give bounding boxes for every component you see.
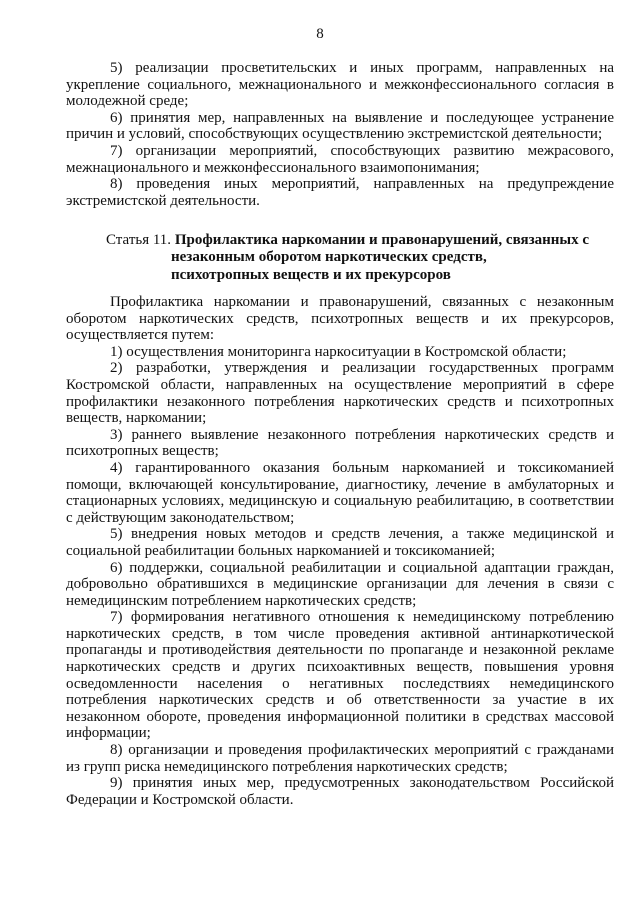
list-item: 6) поддержки, социальной реабилитации и социальной адаптации граждан, добровольно обратившихся в медицинские организации для лечения в связи с немедицинским потреблением наркотических средств; bbox=[66, 559, 614, 609]
list-item: 5) внедрения новых методов и средств лечения, а также медицинской и социальной реабилитации больных наркоманией и токсикоманией; bbox=[66, 526, 614, 559]
article-heading bbox=[66, 232, 614, 284]
article-title-line-3: психотропных веществ и их прекурсоров bbox=[171, 266, 451, 283]
list-item: 1) осуществления мониторинга наркоситуации в Костромской области; bbox=[110, 343, 567, 360]
list-item: 3) раннего выявление незаконного потребления наркотических средств и психотропных веществ; bbox=[66, 426, 614, 460]
list-item: 7) формирования негативного отношения к немедицинскому потреблению наркотических средств, в том числе проведения активной антинаркотической пропаганды и противодействия деятельности по пропаганде и незаконной рекламе наркотических средств и других психоактивных веществ, повышения уровня осведомленности населения о негативных последствиях немедицинского потребления наркотических средств и об ответственности за участие в их незаконном обороте, проведения информационной политики в средствах массовой информации; bbox=[66, 609, 614, 742]
article-body bbox=[66, 294, 614, 808]
paragraph: 6) принятия мер, направленных на выявление и последующее устранение причин и условий, способствующих осуществлению экстремистской деятельности; bbox=[66, 109, 614, 143]
paragraph: 8) проведения иных мероприятий, направленных на предупреждение экстремистской деятельности. bbox=[66, 176, 614, 209]
article-title-line-2: незаконным оборотом наркотических средств, bbox=[171, 249, 487, 266]
list-item: 2) разработки, утверждения и реализации государственных программ Костромской области, направленных на осуществление мероприятий в сфере профилактики незаконного потребления наркотических средств и психотропных веществ, наркомании; bbox=[66, 360, 614, 427]
page-number: 8 bbox=[316, 26, 324, 42]
list-item: 9) принятия иных мер, предусмотренных законодательством Российской Федерации и Костромской области. bbox=[66, 775, 614, 808]
paragraph: 7) организации мероприятий, способствующих развитию межрасового, межнационального и межконфессионального взаимопонимания; bbox=[66, 142, 614, 176]
list-item: 4) гарантированного оказания больным наркоманией и токсикоманией помощи, включающей консультирование, диагностику, лечение в амбулаторных и стационарных условиях, медицинскую и социальную реабилитацию, в соответствии с действующим законодательством; bbox=[66, 459, 614, 526]
paragraph: 5) реализации просветительских и иных программ, направленных на укрепление социального, межнационального и межконфессионального согласия в молодежной среде; bbox=[66, 60, 614, 110]
list-item: 8) организации и проведения профилактических мероприятий с гражданами из групп риска немедицинского потребления наркотических средств; bbox=[66, 742, 614, 775]
article-title-line-1: Профилактика наркомании и правонарушений, связанных с bbox=[174, 232, 590, 248]
intro-paragraph: Профилактика наркомании и правонарушений, связанных с незаконным оборотом наркотических средств, психотропных веществ и их прекурсоров, осуществляется путем: bbox=[66, 294, 614, 344]
top-paragraphs bbox=[66, 60, 614, 209]
article-prefix: Статья 11. bbox=[106, 232, 172, 248]
